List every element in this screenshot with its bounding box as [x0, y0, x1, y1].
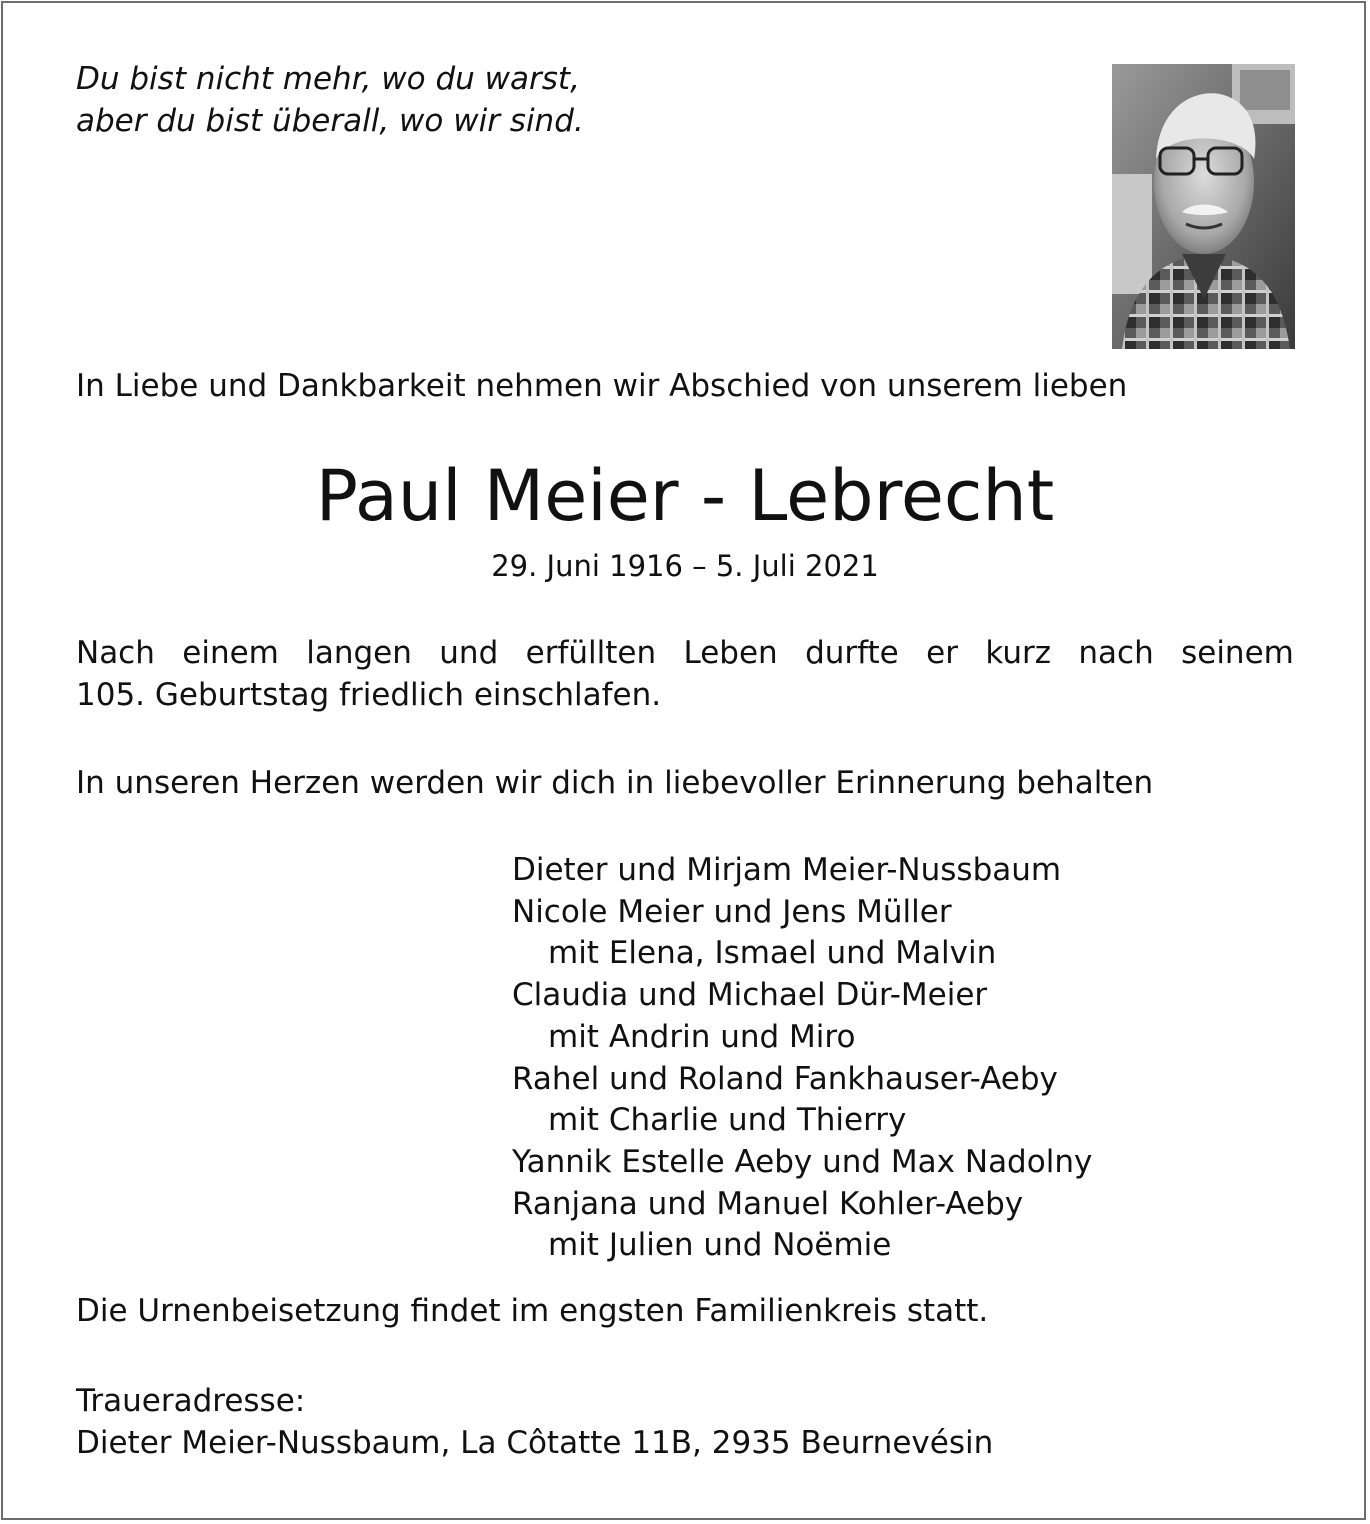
mourner-line: Ranjana und Manuel Kohler-Aeby: [512, 1185, 1024, 1222]
mourner-line: Claudia und Michael Dür-Meier: [512, 977, 988, 1014]
paragraph-word: erfüllten: [525, 635, 657, 671]
paragraph-word: langen: [306, 635, 412, 671]
paragraph-word: Leben: [683, 635, 778, 671]
deceased-name: Paul Meier - Lebrecht: [315, 455, 1055, 537]
address-value: Dieter Meier-Nussbaum, La Côtatte 11B, 2935 Beurnevésin: [76, 1425, 994, 1461]
mourner-children-line: mit Charlie und Thierry: [548, 1102, 907, 1139]
paragraph-word: seinem: [1181, 635, 1294, 671]
mourner-children-line: mit Julien und Noëmie: [548, 1227, 892, 1264]
motto-line-2: aber du bist überall, wo wir sind.: [76, 103, 584, 139]
paragraph-line-1: [76, 632, 1294, 674]
motto-quote: [76, 58, 584, 142]
paragraph-word: und: [439, 635, 499, 671]
mourner-line: Nicole Meier und Jens Müller: [512, 893, 952, 930]
mourner-line: Dieter und Mirjam Meier-Nussbaum: [512, 852, 1062, 888]
burial-notice: Die Urnenbeisetzung findet im engsten Familienkreis statt.: [76, 1293, 989, 1329]
life-paragraph: [76, 632, 1294, 716]
paragraph-word: er: [926, 635, 958, 671]
intro-text: In Liebe und Dankbarkeit nehmen wir Abschied von unserem lieben: [76, 368, 1128, 404]
paragraph-word: Nach: [76, 635, 155, 671]
motto-line-1: Du bist nicht mehr, wo du warst,: [76, 61, 580, 97]
mourner-children-line: mit Andrin und Miro: [548, 1018, 856, 1055]
paragraph-word: nach: [1078, 635, 1154, 671]
paragraph-word: durfte: [805, 635, 899, 671]
memory-text: In unseren Herzen werden wir dich in liebevoller Erinnerung behalten: [76, 765, 1154, 801]
mourner-line: Yannik Estelle Aeby und Max Nadolny: [512, 1143, 1093, 1180]
mourner-children-line: mit Elena, Ismael und Malvin: [548, 935, 997, 972]
paragraph-line-2: 105. Geburtstag friedlich einschlafen.: [76, 677, 662, 713]
address-label: Traueradresse:: [76, 1383, 306, 1419]
mourning-address: [76, 1380, 993, 1464]
paragraph-word: einem: [182, 635, 279, 671]
paragraph-word: kurz: [985, 635, 1051, 671]
mourners-list: [512, 850, 1092, 1267]
mourner-line: Rahel und Roland Fankhauser-Aeby: [512, 1060, 1058, 1097]
life-dates: 29. Juni 1916 – 5. Juli 2021: [491, 549, 879, 583]
portrait-photo: [1112, 64, 1295, 349]
